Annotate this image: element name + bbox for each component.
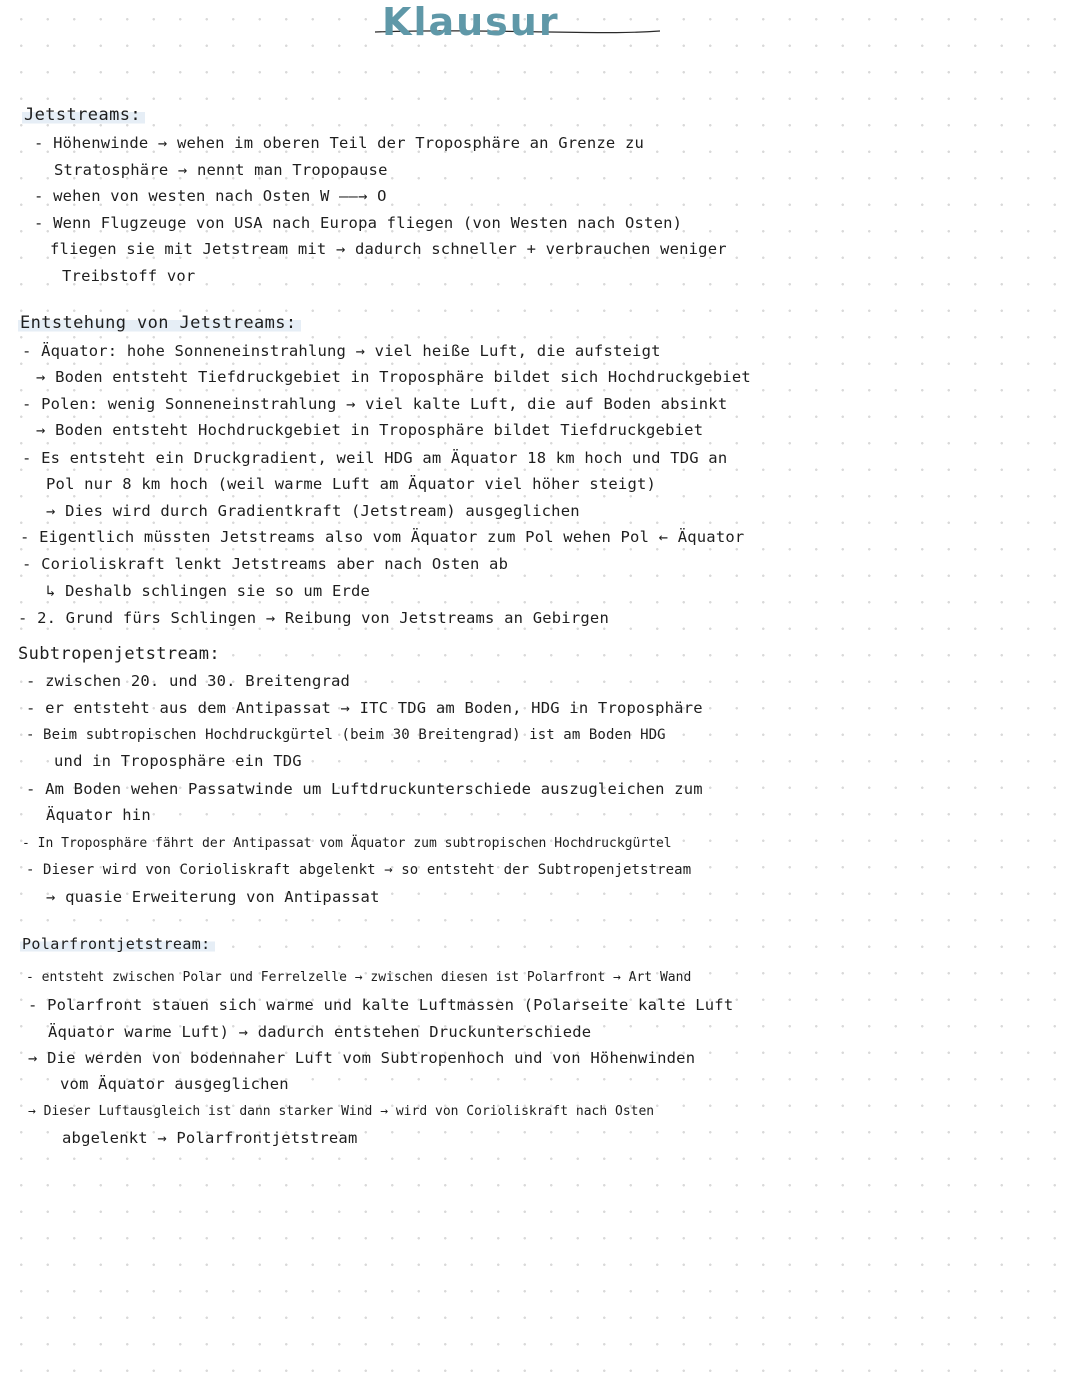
note-line: - 2. Grund fürs Schlingen → Reibung von Jetstreams an Gebirgen (18, 609, 609, 627)
note-line: - Äquator: hohe Sonneneinstrahlung → viel heiße Luft, die aufsteigt (22, 342, 661, 360)
note-line: - Eigentlich müssten Jetstreams also vom Äquator zum Pol wehen Pol ← Äquator (20, 528, 745, 546)
note-line: - In Troposphäre fährt der Antipassat vom Äquator zum subtropischen Hochdruckgürtel (22, 836, 672, 851)
note-line: - zwischen 20. und 30. Breitengrad (26, 672, 351, 690)
note-line: und in Troposphäre ein TDG (54, 752, 302, 770)
note-line: - Wenn Flugzeuge von USA nach Europa fliegen (von Westen nach Osten) (34, 214, 683, 232)
note-line: Stratosphäre → nennt man Tropopause (54, 161, 388, 179)
note-line: → Die werden von bodennaher Luft vom Subtropenhoch und von Höhenwinden (28, 1049, 696, 1067)
note-line: → Boden entsteht Tiefdruckgebiet in Troposphäre bildet sich Hochdruckgebiet (36, 368, 751, 386)
note-line: ↳ Deshalb schlingen sie so um Erde (46, 582, 371, 600)
page-title: Klausur (382, 0, 560, 44)
title-block (370, 0, 670, 48)
note-line: - entsteht zwischen Polar und Ferrelzelle → zwischen diesen ist Polarfront → Art Wand (26, 970, 692, 985)
section-heading: Polarfrontjetstream: (20, 933, 215, 955)
note-line: → Dieser Luftausgleich ist dann starker Wind → wird von Corioliskraft nach Osten (28, 1104, 655, 1119)
note-line: → Boden entsteht Hochdruckgebiet in Troposphäre bildet Tiefdruckgebiet (36, 421, 704, 439)
note-line: - wehen von westen nach Osten W ——→ O (34, 187, 387, 205)
note-line: - Am Boden wehen Passatwinde um Luftdruckunterschiede auszugleichen zum (26, 780, 703, 798)
note-line: Äquator warme Luft) → dadurch entstehen Druckunterschiede (48, 1023, 592, 1041)
section-heading: Jetstreams: (22, 104, 145, 126)
note-line: Treibstoff vor (62, 267, 196, 285)
note-line: → Dies wird durch Gradientkraft (Jetstream) ausgeglichen (46, 502, 580, 520)
note-line: - Corioliskraft lenkt Jetstreams aber nach Osten ab (22, 555, 509, 573)
note-line: Pol nur 8 km hoch (weil warme Luft am Äquator viel höher steigt) (46, 475, 657, 493)
note-line: - Beim subtropischen Hochdruckgürtel (beim 30 Breitengrad) ist am Boden HDG (26, 727, 666, 743)
note-line: - Es entsteht ein Druckgradient, weil HDG am Äquator 18 km hoch und TDG an (22, 449, 728, 467)
note-line: abgelenkt → Polarfrontjetstream (62, 1129, 358, 1147)
note-line: Äquator hin (46, 806, 151, 824)
note-line: fliegen sie mit Jetstream mit → dadurch schneller + verbrauchen weniger (50, 240, 727, 258)
note-line: - er entsteht aus dem Antipassat → ITC TDG am Boden, HDG in Troposphäre (26, 699, 703, 717)
note-line: - Dieser wird von Corioliskraft abgelenkt → so entsteht der Subtropenjetstream (26, 862, 692, 878)
note-line: - Polarfront stauen sich warme und kalte Luftmassen (Polarseite kalte Luft (28, 996, 734, 1014)
section-heading: Subtropenjetstream: (18, 644, 221, 664)
note-line: - Polen: wenig Sonneneinstrahlung → viel kalte Luft, die auf Boden absinkt (22, 395, 728, 413)
note-line: - Höhenwinde → wehen im oberen Teil der Troposphäre an Grenze zu (34, 134, 645, 152)
section-heading: Entstehung von Jetstreams: (18, 312, 301, 334)
note-line: vom Äquator ausgeglichen (60, 1075, 289, 1093)
note-line: → quasie Erweiterung von Antipassat (46, 888, 380, 906)
